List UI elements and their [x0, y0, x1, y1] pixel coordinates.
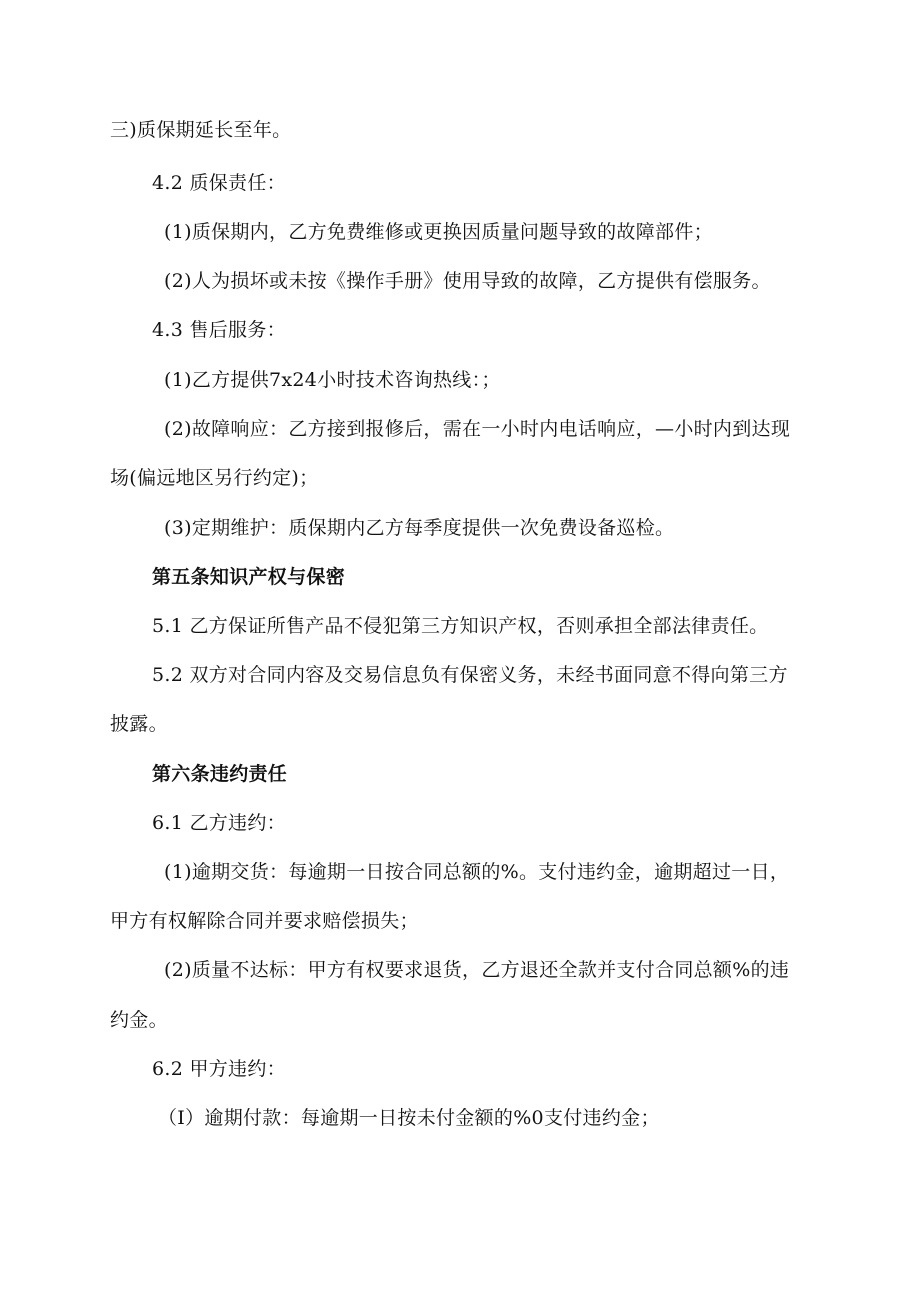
- article-5-heading: 第五条知识产权与保密: [152, 566, 346, 588]
- clause-4-3-item-3: (3)定期维护：质保期内乙方每季度提供一次免费设备巡检。: [164, 517, 675, 539]
- clause-4-2-item-2: (2)人为损坏或未按《操作手册》使用导致的故障，乙方提供有偿服务。: [164, 270, 771, 292]
- clause-4-2-item-1: (1)质保期内，乙方免费维修或更换因质量问题导致的故障部件；: [164, 221, 713, 243]
- clause-4-2-heading: 4.2 质保责任：: [152, 172, 286, 194]
- clause-5-2-continued: 披露。: [110, 713, 168, 735]
- article-6-heading: 第六条违约责任: [152, 763, 288, 785]
- clause-6-2-item-1: （I）逾期付款：每逾期一日按未付金额的%0支付违约金；: [158, 1107, 660, 1129]
- clause-5-2: 5.2 双方对合同内容及交易信息负有保密义务，未经书面同意不得向第三方: [152, 664, 788, 686]
- clause-6-1-heading: 6.1 乙方违约：: [152, 812, 286, 834]
- clause-6-1-item-1: (1)逾期交货：每逾期一日按合同总额的%。支付违约金，逾期超过一日，: [164, 861, 790, 883]
- clause-4-3-item-1: (1)乙方提供7x24小时技术咨询热线：；: [164, 369, 501, 391]
- clause-4-3-heading: 4.3 售后服务：: [152, 319, 286, 341]
- paragraph-warranty-extension: 三)质保期延长至年。: [110, 119, 292, 141]
- clause-6-1-item-2-continued: 约金。: [110, 1009, 168, 1031]
- clause-4-3-item-2-continued: 场(偏远地区另行约定)；: [110, 467, 319, 489]
- clause-6-1-item-2: (2)质量不达标：甲方有权要求退货，乙方退还全款并支付合同总额%的违: [164, 959, 790, 981]
- clause-4-3-item-2: (2)故障响应：乙方接到报修后，需在一小时内电话响应，—小时内到达现: [164, 418, 791, 440]
- clause-6-2-heading: 6.2 甲方违约：: [152, 1058, 286, 1080]
- clause-5-1: 5.1 乙方保证所售产品不侵犯第三方知识产权，否则承担全部法律责任。: [152, 615, 769, 637]
- clause-6-1-item-1-continued: 甲方有权解除合同并要求赔偿损失；: [110, 910, 419, 932]
